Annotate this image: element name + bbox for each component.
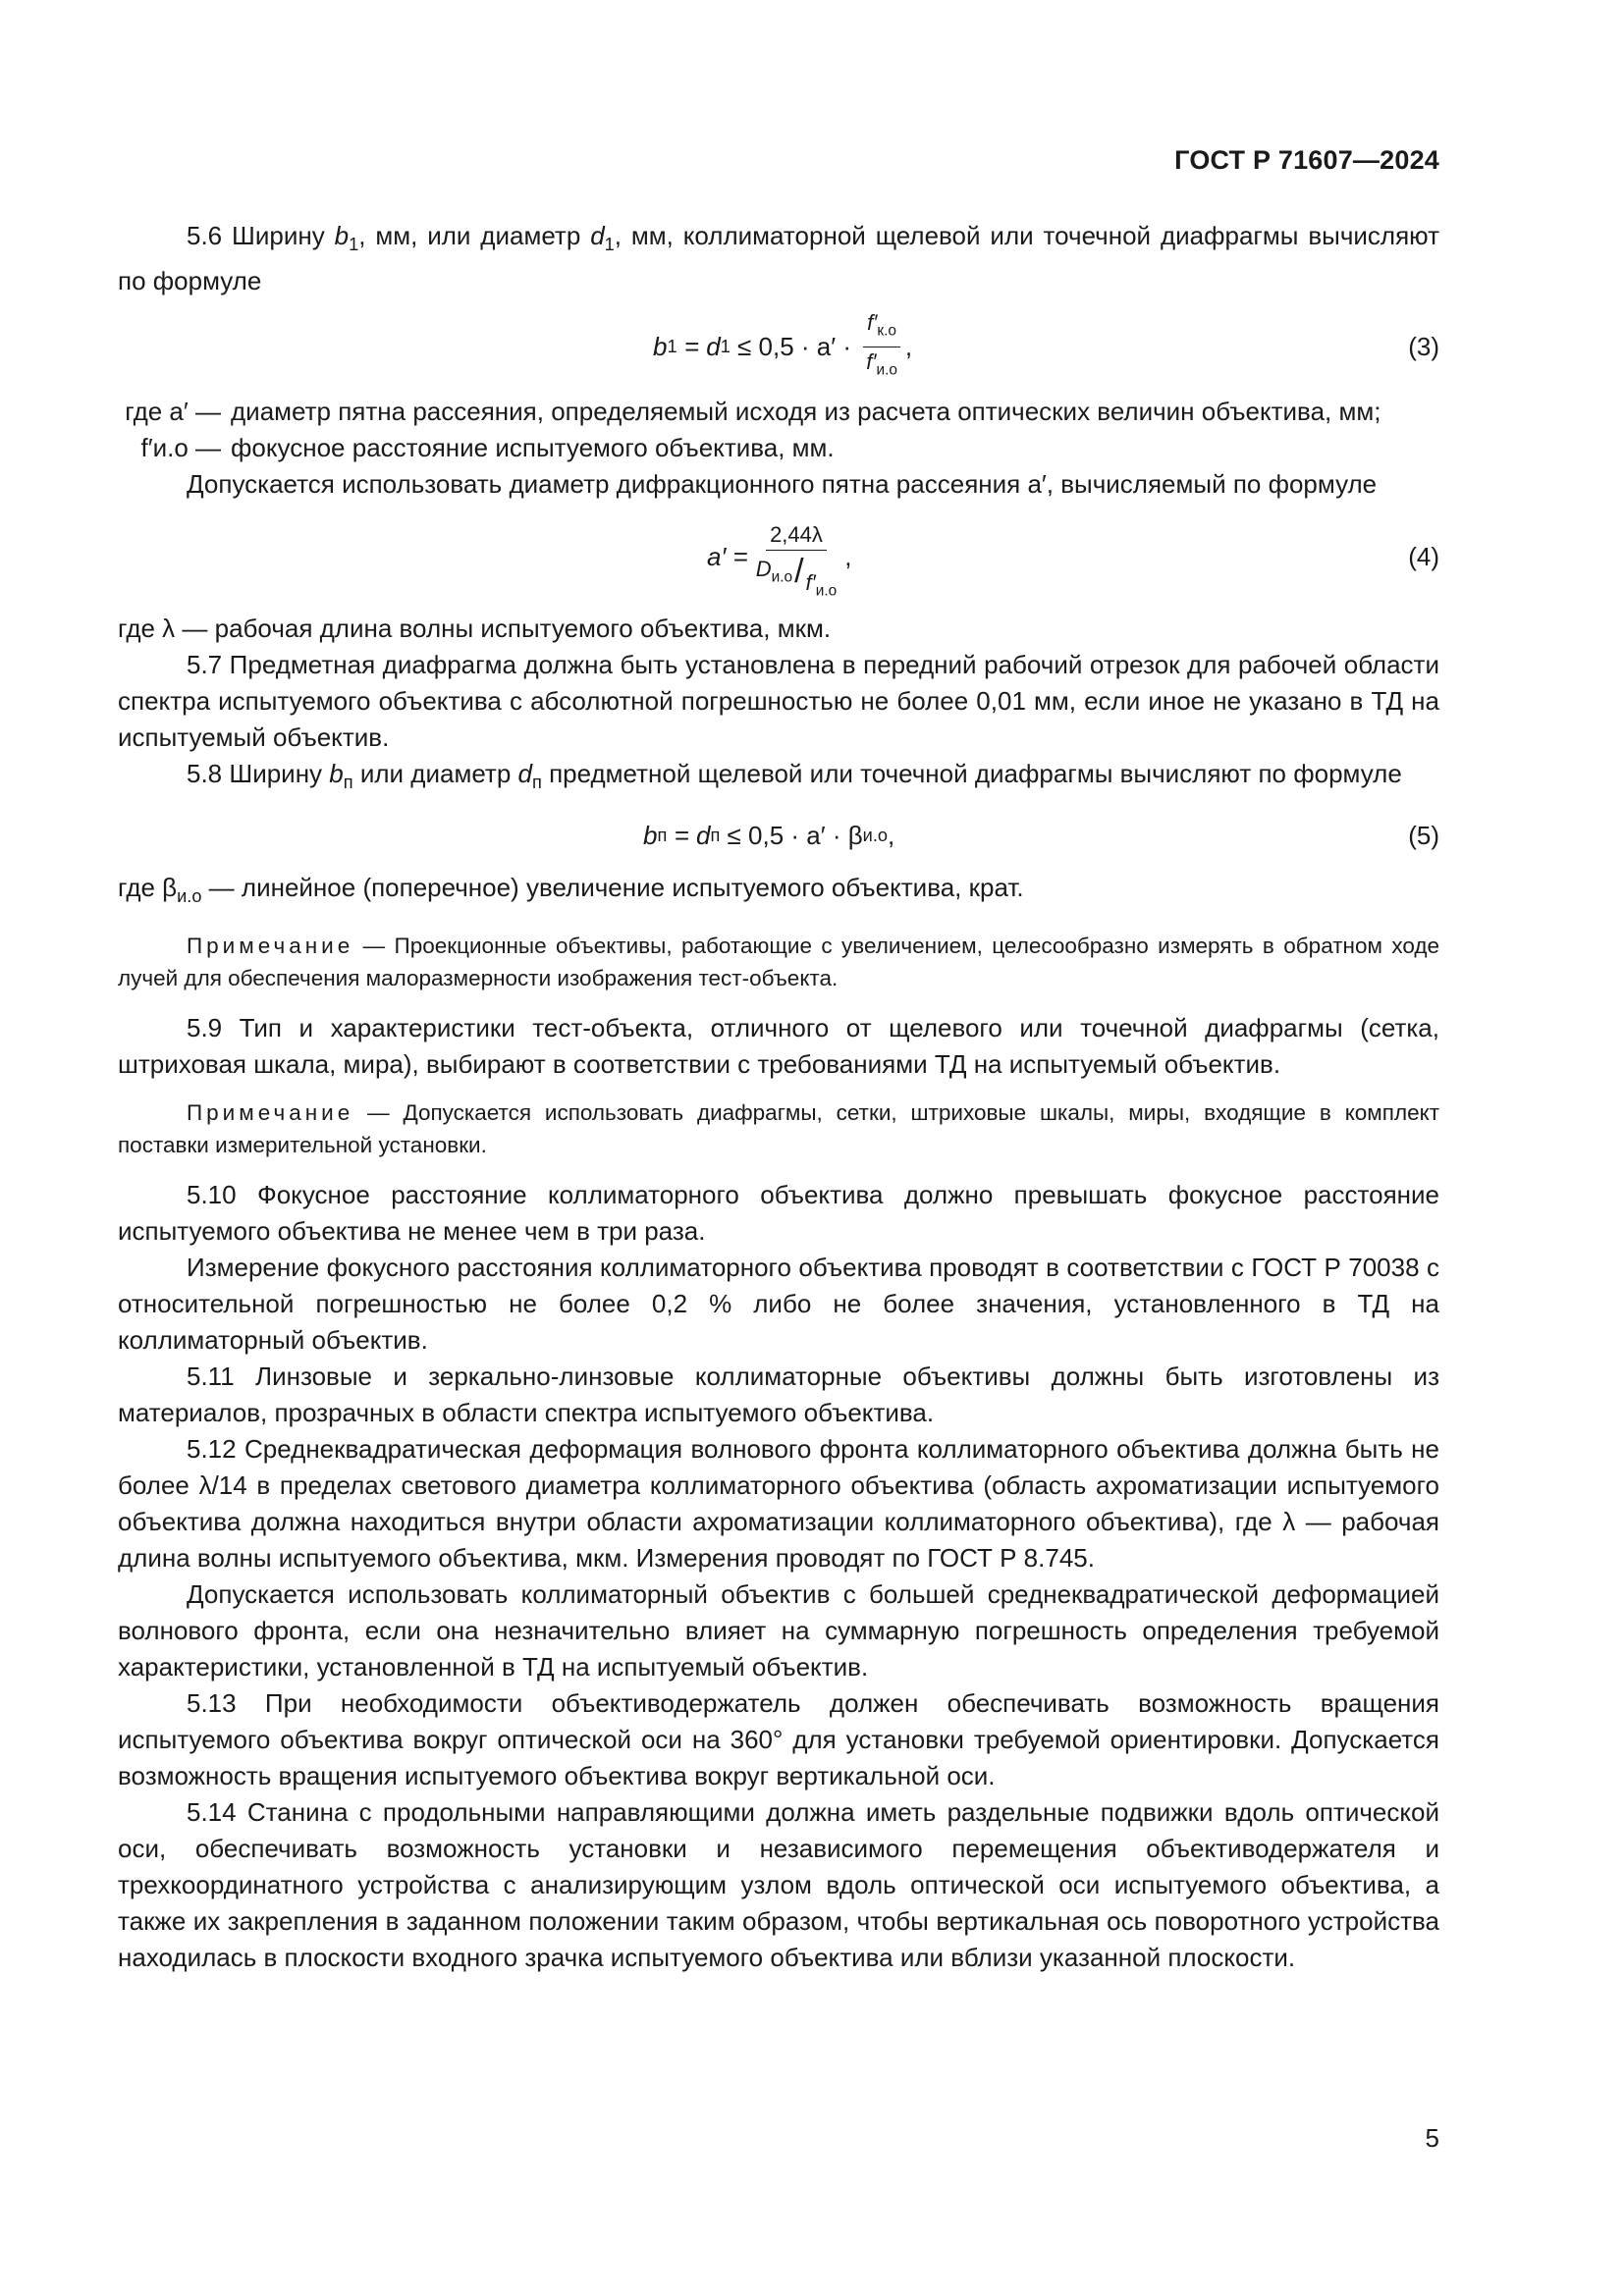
paragraph-5-13: 5.13 При необходимости объективодержатель должен обеспечивать возможность вращения испытуемого объектива вокруг оптической оси на 360° для установки требуемой ориентировки. Допускается возможность вращения испытуемого объектива вокруг вертикальной оси. [118, 1687, 1439, 1790]
formula-4-number: (4) [1408, 542, 1439, 572]
paragraph-5-10-b: Измерение фокусного расстояния коллиматорного объектива проводят в соответствии с ГОСТ Р 70038 с относительной погрешностью не более 0,2 % либо не более значения, установленного в ТД на коллиматорный объектив. [118, 1252, 1439, 1355]
paragraph-5-14: 5.14 Станина с продольными направляющими должна иметь раздельные подвижки вдоль оптической оси, обеспечивать возможность установки и независимого перемещения объективодержателя и трехкоординатного устройства с анализирующим узлом вдоль оптической оси испытуемого объектива, а также их закрепления в заданном положении таким образом, чтобы вертикальная ось поворотного устройства находилась в плоскости входного зрачка испытуемого объектива или вблизи указанной плоскости. [118, 1796, 1439, 1972]
note-2: Примечание — Допускается использовать диафрагмы, сетки, штриховые шкалы, миры, входящие в комплект поставки измерительной установки. [118, 1099, 1439, 1157]
formula-4 [118, 503, 1439, 611]
paragraph-5-6: 5.6 Ширину $b_1$, мм, или диаметр $d_1$, мм, коллиматорной щелевой или точечной диафрагмы вычисляют по формуле [118, 221, 1440, 296]
formula-4-expression: a′ = $\frac{2,44\lambda}{D_{и.о}/f'_{и.о}}$ , [707, 522, 852, 600]
formula-3 [118, 299, 1439, 394]
paragraph-5-7: 5.7 Предметная диафрагма должна быть установлена в передний рабочий отрезок для рабочей области спектра испытуемого объектива с абсолютной погрешностью не более 0,01 мм, если иное не указано в ТД на испытуемый объектив. [118, 650, 1439, 753]
note-1: Примечание — Проекционные объективы, работающие с увеличением, целесообразно измерять в обратном ходе лучей для обеспечения малоразмерности изображения тест-объекта. [118, 933, 1439, 990]
paragraph-5-12: 5.12 Среднеквадратическая деформация волнового фронта коллиматорного объектива должна быть не более λ/14 в пределах светового диаметра коллиматорного объектива (область ахроматизации испытуемого объектива должна находиться внутри области ахроматизации коллиматорного объектива), где λ — рабочая длина волны испытуемого объектива, мкм. Измерения проводят по ГОСТ Р 8.745. [118, 1433, 1439, 1573]
formula-3-fraction: $\frac{f'_{к.о}}{f'_{и.о}}$ [862, 310, 901, 383]
document-code-header: ГОСТ Р 71607—2024 [1174, 145, 1439, 175]
page-number: 5 [1425, 2123, 1439, 2153]
formula-3-expression: b 1 = d 1 ≤ 0,5 · a′ · $\frac{f'_{к.о}}{f'_{и.о}}$ , [653, 299, 912, 394]
definition-lambda: где λ — рабочая длина волны испытуемого объектива, мкм. [118, 614, 832, 644]
paragraph-5-8: 5.8 Ширину $b_п$ или диаметр $d_п$ предметной щелевой или точечной диафрагмы вычисляют по формуле [187, 759, 1402, 793]
formula-3-number: (3) [1408, 332, 1439, 362]
paragraph-5-9: 5.9 Тип и характеристики тест-объекта, отличного от щелевого или точечной диафрагмы (сетка, штриховая шкала, мира), выбирают в соответствии с требованиями ТД на испытуемый объектив. [118, 1012, 1439, 1079]
formula-5 [118, 801, 1439, 870]
paragraph-5-12-b: Допускается использовать коллиматорный объектив с большей среднеквадратической деформацией волнового фронта, если она незначительно влияет на суммарную погрешность определения требуемой характеристики, установленной в ТД на испытуемый объектив. [118, 1578, 1439, 1682]
formula-4-fraction: $\frac{2,44\lambda}{D_{и.о}/f'_{и.о}}$ [755, 522, 838, 600]
definition-term: где a′ — [125, 397, 221, 427]
document-body [118, 218, 1439, 1976]
formula-5-number: (5) [1408, 821, 1439, 851]
definition-desc: фокусное расстояние испытуемого объектива, мм. [231, 433, 835, 463]
paragraph-5-11: 5.11 Линзовые и зеркально-линзовые коллиматорные объективы должны быть изготовлены из материалов, прозрачных в области спектра испытуемого объектива. [118, 1361, 1439, 1427]
formula-5-expression: b п = d п ≤ 0,5 · a′ · β и.о , [643, 820, 895, 850]
definitions-formula-3 [118, 394, 1439, 466]
definition-term: f′и.о — [140, 433, 221, 463]
definition-beta: где $\beta_{и.о}$ — линейное (поперечное) увеличение испытуемого объектива, крат. [118, 873, 1024, 907]
paragraph-allow-diffraction: Допускается использовать диаметр дифракционного пятна рассеяния a′, вычисляемый по формуле [187, 469, 1378, 500]
paragraph-5-10: 5.10 Фокусное расстояние коллиматорного объектива должно превышать фокусное расстояние испытуемого объектива не менее чем в три раза. [118, 1179, 1439, 1246]
definition-desc: диаметр пятна рассеяния, определяемый исходя из расчета оптических величин объектива, мм; [231, 397, 1381, 427]
